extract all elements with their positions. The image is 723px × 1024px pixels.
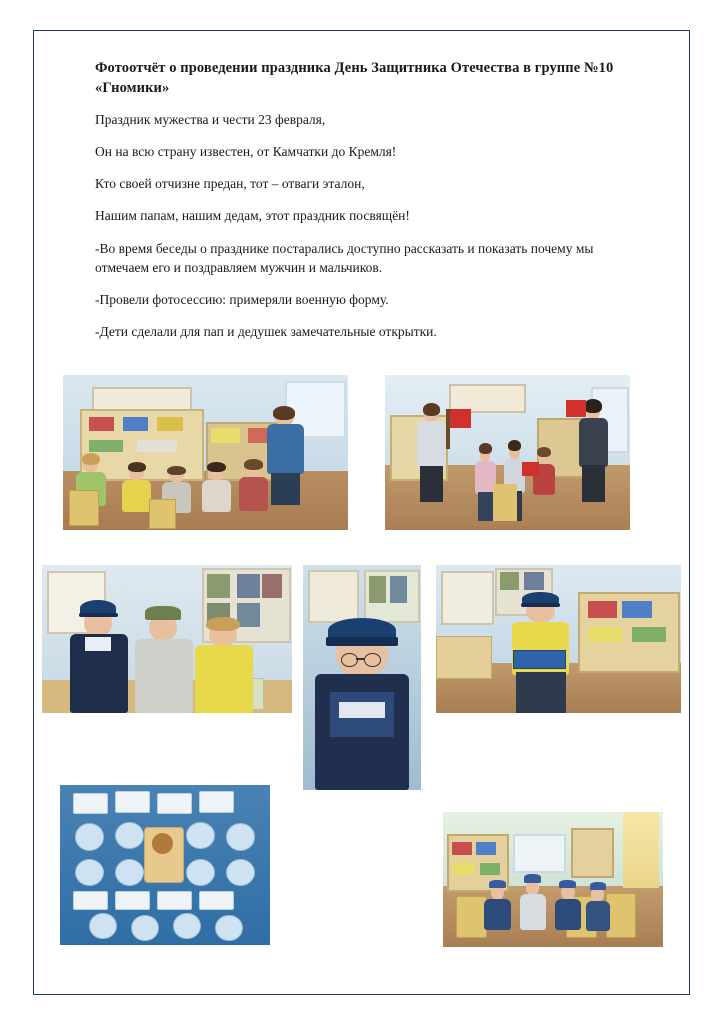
poem-line-3: Кто своей отчизне предан, тот – отваги эталон, [95,176,365,192]
photo-boy-with-gift [436,565,681,713]
activity-line-2: -Провели фотосессию: примеряли военную форму. [95,291,389,307]
photo-three-boys-in-uniform [42,565,292,713]
activity-line-1: -Во время беседы о празднике постарались доступно рассказать и показать почему мы отмечаем его и поздравляем мужчин и мальчиков. [95,240,594,275]
photo-children-with-flags [385,375,630,530]
photo-children-on-chairs [443,812,663,947]
photo-boy-in-sailor-cap [303,565,421,790]
activity-line-3: -Дети сделали для пап и дедушек замечательные открытки. [95,324,437,340]
page-title: Фотоотчёт о проведении праздника День Защитника Отечества в группе №10 «Гномики» [95,60,614,96]
poem-line-1: Праздник мужества и чести 23 февраля, [95,112,326,127]
poem-line-4: Нашим папам, нашим дедам, этот праздник посвящён! [95,208,410,224]
poem-line-2: Он на всю страну известен, от Камчатки до Кремля! [95,144,397,160]
photo-group-in-classroom [63,375,348,530]
photo-wall-display-cards [60,785,270,945]
